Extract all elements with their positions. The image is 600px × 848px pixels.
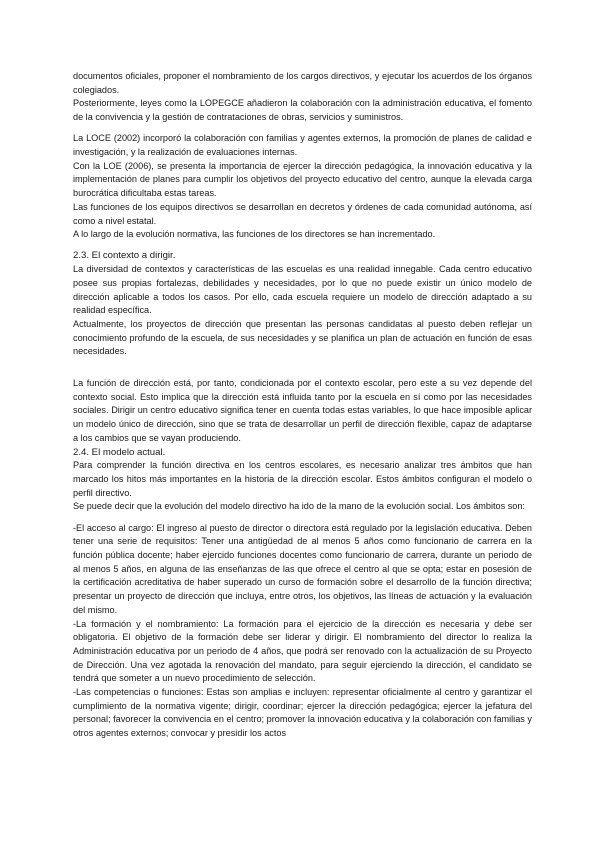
paragraph-group <box>73 70 532 125</box>
paragraph: Actualmente, los proyectos de dirección que presentan las personas candidatas al puesto deben reflejar un conocimiento profundo de la escuela, de sus necesidades y se planifica un plan de actuación en función de esas necesidades. <box>73 318 532 357</box>
list-item: -La formación y el nombramiento: La formación para el ejercicio de la dirección es necesaria y debe ser obligatoria. El objetivo de la formación debe ser liderar y dirigir. El nombramiento del director lo realiza la Administración educativa por un periodo de 4 años, que podrá ser renovado con la actualización de su Proyecto de Dirección. Una vez agotada la renovación del mandato, para seguir ejerciendo la dirección, el candidato se tendrá que someter a un nuevo procedimiento de selección. <box>73 618 532 684</box>
paragraph: Con la LOE (2006), se presenta la importancia de ejercer la dirección pedagógica, la innovación educativa y la implementación de planes para cumplir los objetivos del proyecto educativo del centro, aunque la elevada carga burocrática dificultaba estas tareas. <box>73 160 532 199</box>
section-heading: 2.3. El contexto a dirigir. <box>73 250 176 262</box>
paragraph: Las funciones de los equipos directivos se desarrollan en decretos y órdenes de cada comunidad autónoma, así como a nivel estatal. <box>73 201 532 226</box>
paragraph: documentos oficiales, proponer el nombramiento de los cargos directivos, y ejecutar los acuerdos de los órganos colegiados. <box>73 71 532 95</box>
paragraph: Posteriormente, leyes como la LOPEGCE añadieron la colaboración con la administración educativa, el fomento de la convivencia y la gestión de contrataciones de obras, servicios y suministros. <box>73 98 532 123</box>
paragraph: La LOCE (2002) incorporó la colaboración con familias y agentes externos, la promoción de planes de calidad e investigación, y la realización de evaluaciones internas. <box>73 133 532 158</box>
document-body <box>73 70 532 741</box>
paragraph: Para comprender la función directiva en los centros escolares, es necesario analizar tres ámbitos que han marcado los hitos más importantes en la historia de la dirección escolar. Estos ámbitos configuran el modelo o perfil directivo. <box>73 460 532 498</box>
list-item: -El acceso al cargo: El ingreso al puesto de director o directora está regulado por la legislación educativa. Deben tener una serie de requisitos: Tener una antigüedad de al menos 5 años como funcionario de carrera en la función pública docente; haber ejercido funciones docentes como funcionario de carrera, durante un periodo de al menos 5 años, en alguna de las enseñanzas de las que ofrece el centro al que se opta; estar en posesión de la certificación acreditativa de haber superado un curso de formación sobre el desarrollo de la función directiva; presentar un proyecto de dirección que incluya, entre otros, los objetivos, las líneas de actuación y la evaluación del mismo. <box>73 522 532 615</box>
section-2-4 <box>73 446 532 515</box>
paragraph: A lo largo de la evolución normativa, las funciones de los directores se han incrementado. <box>73 229 436 240</box>
section-heading: 2.4. El modelo actual. <box>73 446 166 458</box>
paragraph: La función de dirección está, por tanto, condicionada por el contexto escolar, pero este a su vez depende del contexto social. Esto implica que la dirección está influida tanto por la escuela en sí como por las necesidades sociales. Dirigir un centro educativo significa tener en cuenta todas estas variables, lo que hace imposible aplicar un modelo único de dirección, sino que se trata de desarrollar un perfil de dirección flexible, capaz de adaptarse a los cambios que se vayan produciendo. <box>73 378 532 443</box>
paragraph-group <box>73 201 532 242</box>
section-2-3 <box>73 249 532 359</box>
paragraph: La diversidad de contextos y características de las escuelas es una realidad innegable. Cada centro educativo posee sus propias fortalezas, debilidades y necesidades, por lo que no puede existir un único modelo de dirección aplicable a todos los casos. Por ello, cada escuela requiere un modelo de dirección adaptado a su realidad específica. <box>73 264 532 316</box>
paragraph: Se puede decir que la evolución del modelo directivo ha ido de la mano de la evolución social. Los ámbitos son: <box>73 501 525 512</box>
list-item: -Las competencias o funciones: Estas son amplias e incluyen: representar oficialmente al centro y garantizar el cumplimiento de la normativa vigente; dirigir, coordinar; ejercer la dirección pedagógica; ejercer la jefatura del personal; favorecer la convivencia en el centro; promover la innovación educativa y la colaboración con familias y otros agentes externos; convocar y presidir los actos <box>73 687 532 739</box>
